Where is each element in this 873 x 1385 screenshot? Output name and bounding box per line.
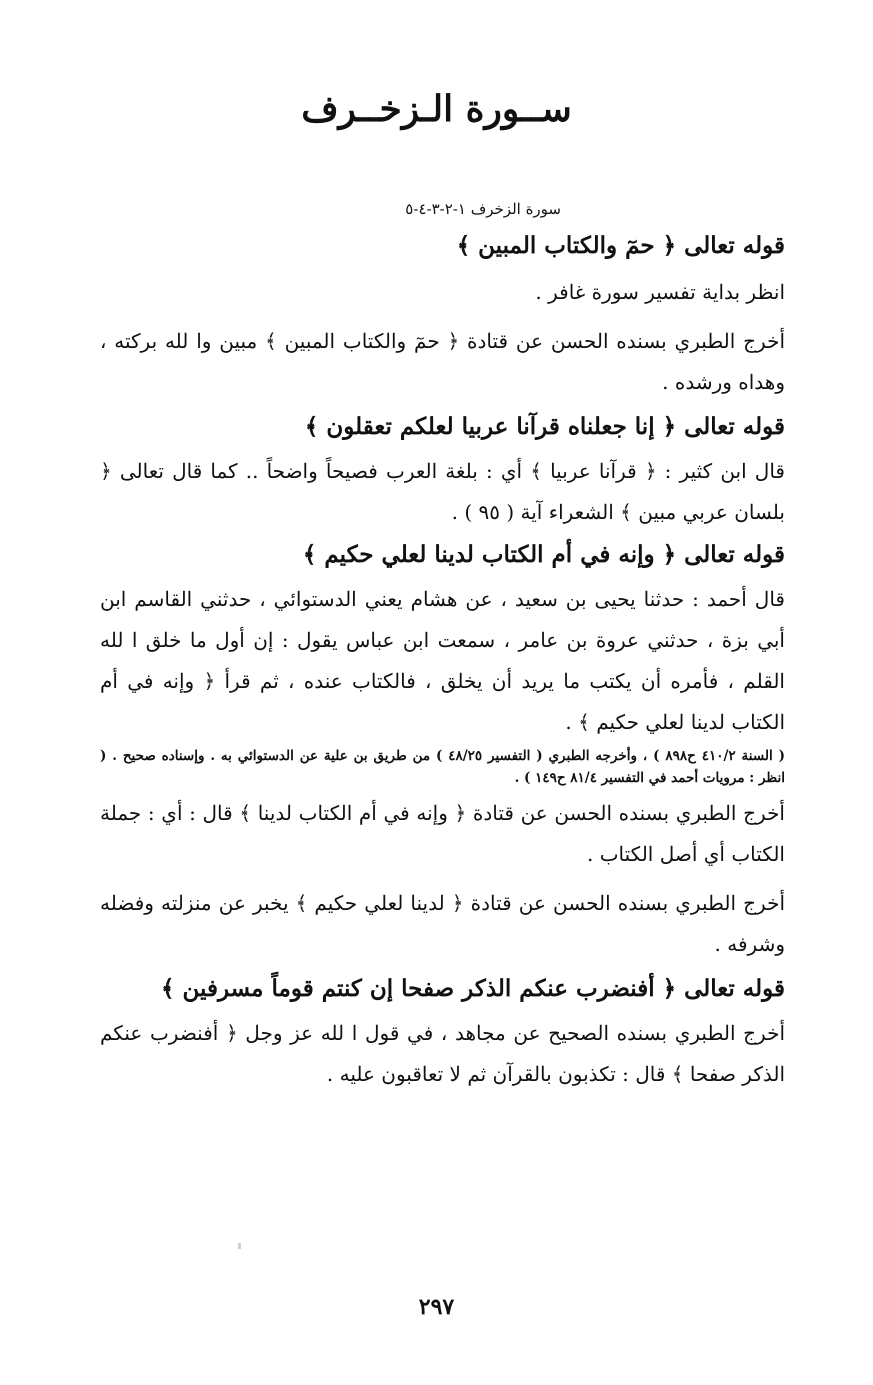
surah-title: ســورة الـزخــرف: [301, 88, 572, 130]
page-number: ٢٩٧: [418, 1294, 455, 1320]
scan-speck: [238, 1243, 241, 1249]
verse-heading: قوله تعالى ﴿ وإنه في أم الكتاب لدينا لعلي حكيم ﴾: [302, 541, 785, 568]
paragraph: أخرج الطبري بسنده الحسن عن قتادة ﴿ حمٓ والكتاب المبين ﴾ مبين وا لله بركته ، وهداه ورشده .: [100, 329, 785, 394]
paragraph: أخرج الطبري بسنده الحسن عن قتادة ﴿ لدينا لعلي حكيم ﴾ يخبر عن منزلته وفضله وشرفه .: [100, 891, 785, 956]
verse-heading: قوله تعالى ﴿ أفنضرب عنكم الذكر صفحا إن كنتم قوماً مسرفين ﴾: [161, 975, 785, 1002]
paragraph: انظر بداية تفسير سورة غافر .: [535, 280, 785, 304]
paragraph: قال أحمد : حدثنا يحيى بن سعيد ، عن هشام يعني الدستوائي ، حدثني القاسم ابن أبي بزة ، حدثني عروة بن عامر ، سمعت ابن عباس يقول : إن أول ما خلق ا لله القلم ، فأمره أن يكتب ما يريد أن يخلق ، فالكتاب عنده ، ثم قرأ ﴿ وإنه في أم الكتاب لدينا لعلي حكيم ﴾ .: [100, 587, 785, 734]
verse-heading: قوله تعالى ﴿ حمٓ والكتاب المبين ﴾: [456, 232, 785, 259]
footnote: ( السنة ٤١٠/٢ ح٨٩٨ ) ، وأخرجه الطبري ( التفسير ٤٨/٢٥ ) من طريق بن علية عن الدستوائي به . وإسناده صحيح . ( انظر : مرويات أحمد في التفسير ٨١/٤ ح١٤٩ ) .: [100, 748, 786, 786]
paragraph: أخرج الطبري بسنده الحسن عن قتادة ﴿ وإنه في أم الكتاب لدينا ﴾ قال : أي : جملة الكتاب أي أصل الكتاب .: [100, 801, 785, 866]
paragraph: أخرج الطبري بسنده الصحيح عن مجاهد ، في قول ا لله عز وجل ﴿ أفنضرب عنكم الذكر صفحا ﴾ قال : تكذبون بالقرآن ثم لا تعاقبون عليه .: [100, 1021, 785, 1086]
paragraph: قال ابن كثير : ﴿ قرآنا عربيا ﴾ أي : بلغة العرب فصيحاً واضحاً .. كما قال تعالى ﴿ بلسان عربي مبين ﴾ الشعراء آية ( ٩٥ ) .: [100, 459, 785, 524]
verse-heading: قوله تعالى ﴿ إنا جعلناه قرآنا عربيا لعلكم تعقلون ﴾: [304, 413, 785, 440]
verse-reference: سورة الزخرف ١-٢-٣-٤-٥: [405, 200, 561, 218]
body-text: [100, 226, 785, 1095]
